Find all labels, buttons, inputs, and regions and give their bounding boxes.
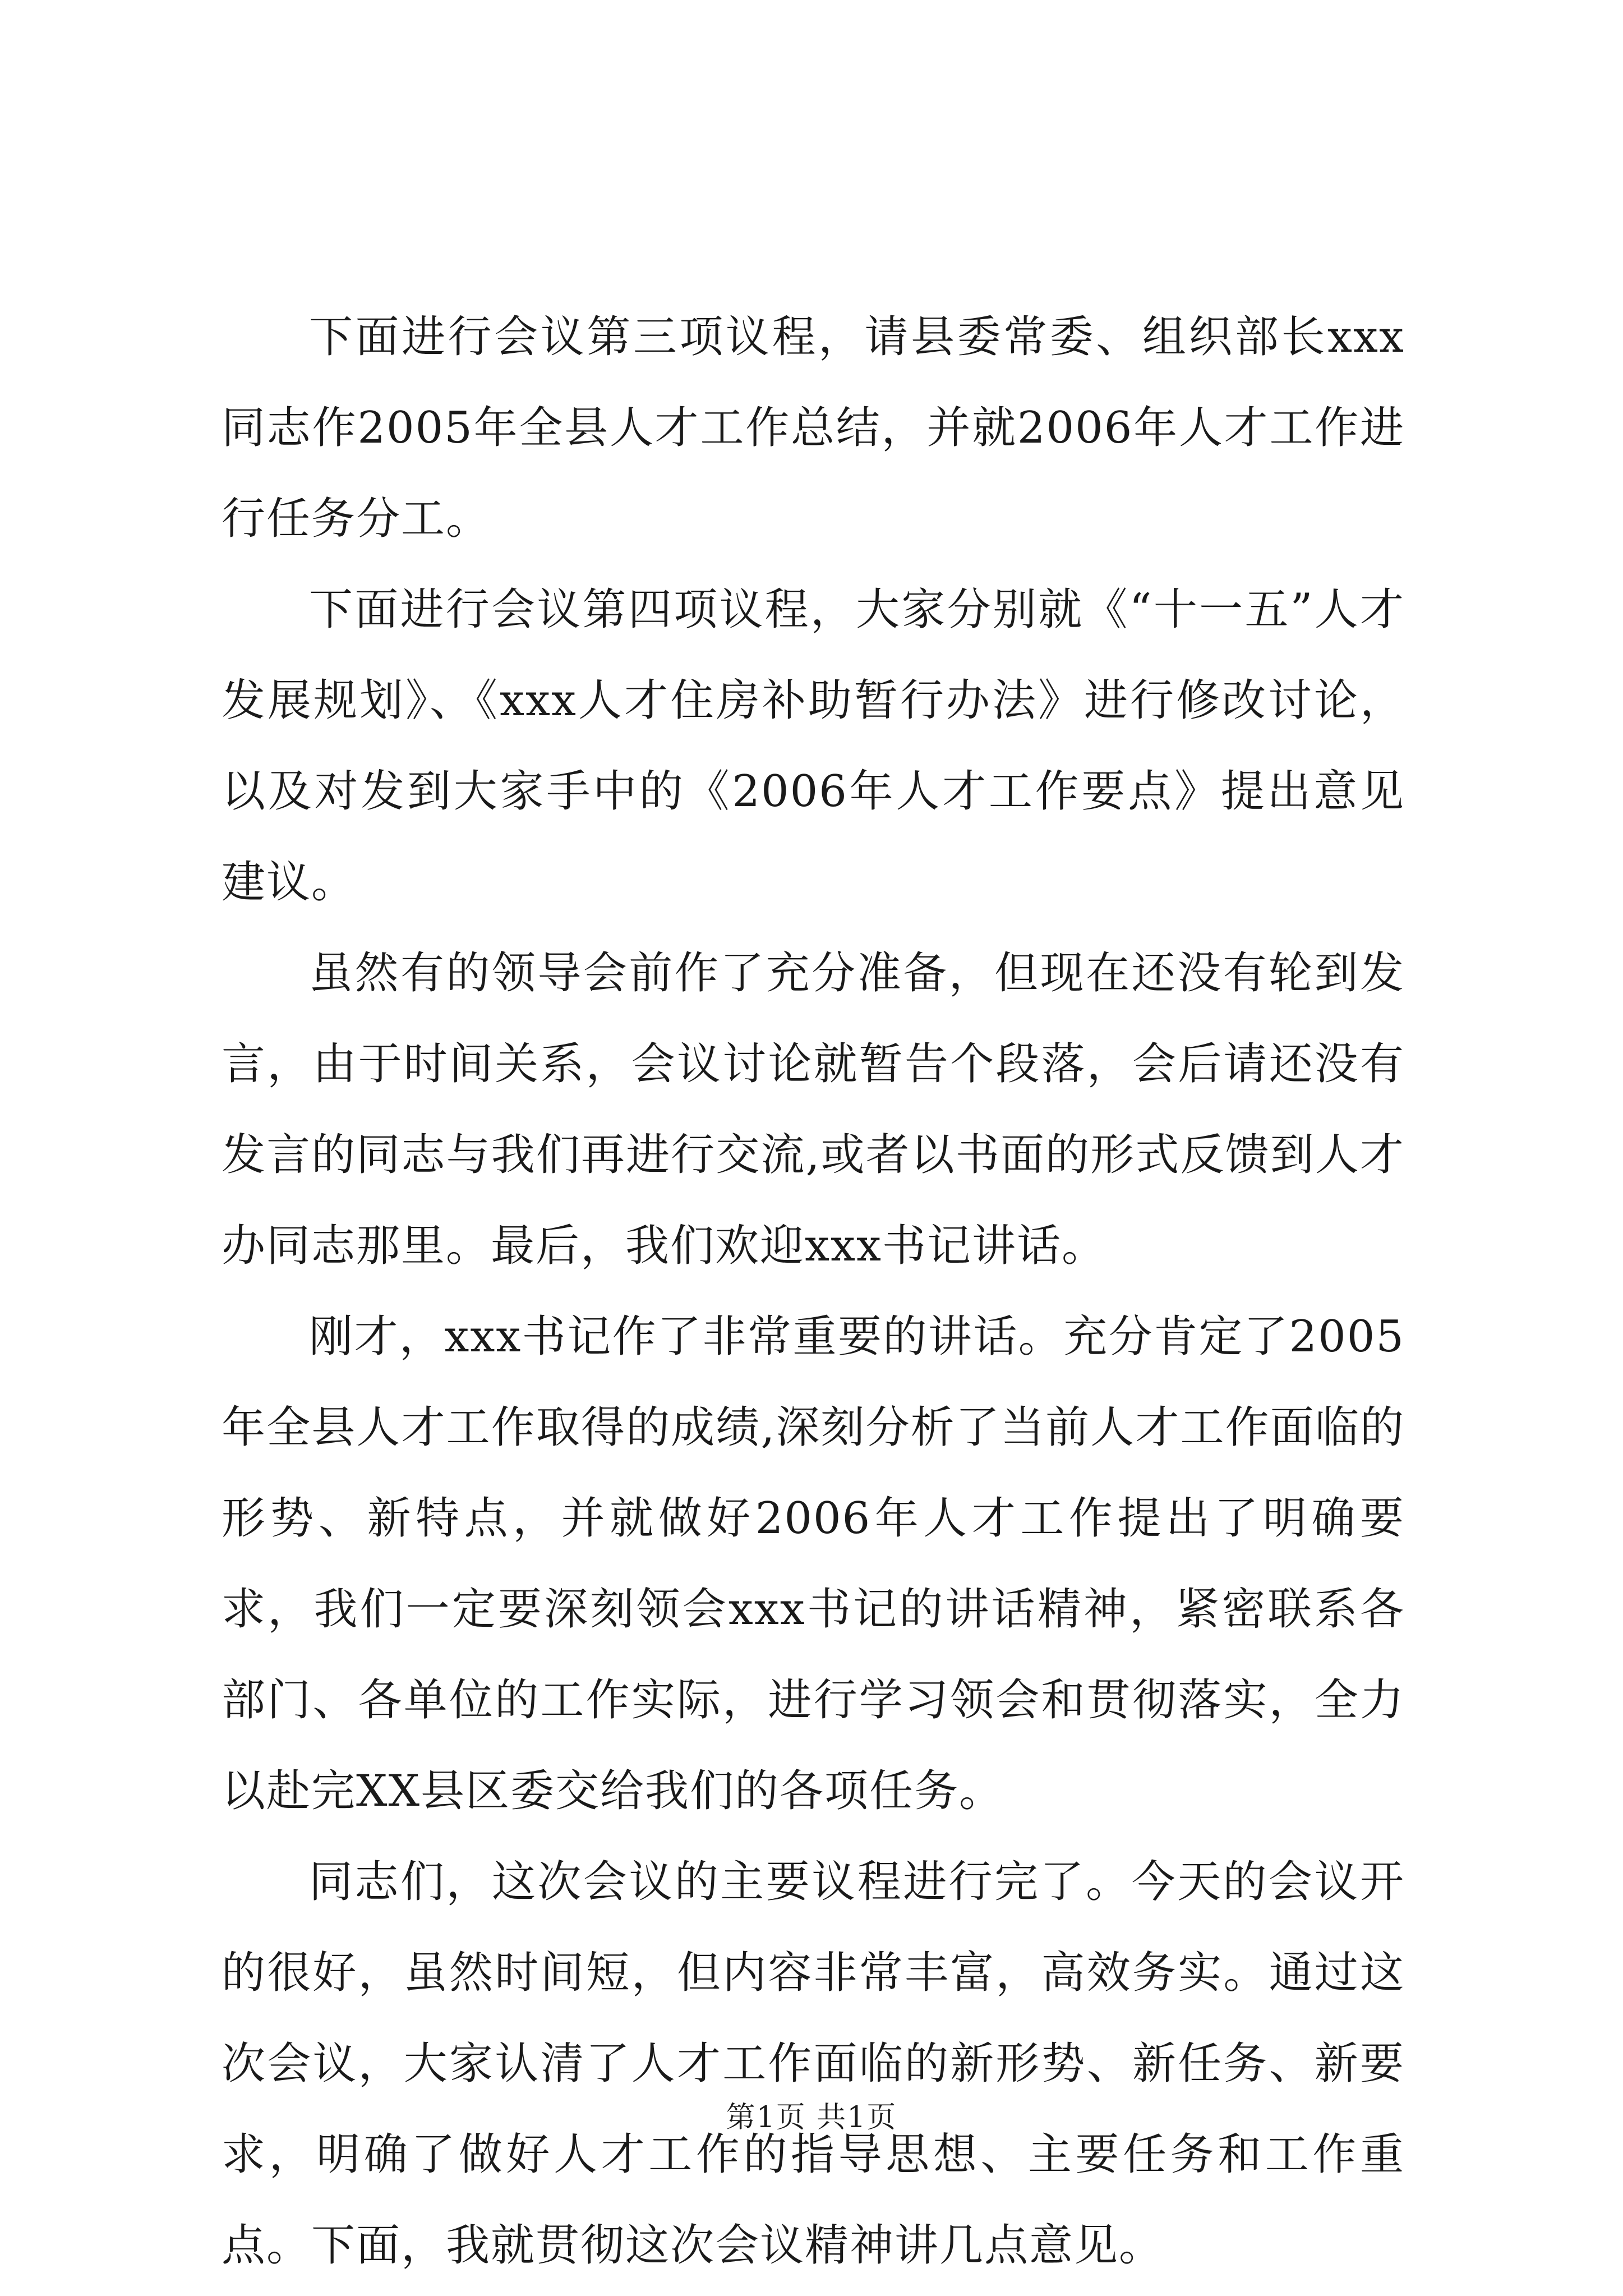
document-body: [222, 292, 1405, 2291]
paragraph-meeting-conclusion: 同志们，这次会议的主要议程进行完了。今天的会议开的很好，虽然时间短，但内容非常丰富，高效务实。通过这次会议，大家认清了人才工作面临的新形势、新任务、新要求，明确了做好人才工作的指导思想、主要任务和工作重点。下面，我就贯彻这次会议精神讲几点意见。: [222, 1857, 1405, 2271]
paragraph-speech-summary: 刚才，xxx书记作了非常重要的讲话。充分肯定了2005年全县人才工作取得的成绩,深刻分析了当前人才工作面临的形势、新特点，并就做好2006年人才工作提出了明确要求，我们一定要深刻领会xxx书记的讲话精神，紧密联系各部门、各单位的工作实际，进行学习领会和贯彻落实，全力以赴完XX县区委交给我们的各项任务。: [222, 1312, 1405, 1816]
paragraph-agenda-item-4: 下面进行会议第四项议程，大家分别就《“十一五”人才发展规划》、《xxx人才住房补助暂行办法》进行修改讨论，以及对发到大家手中的《2006年人才工作要点》提出意见建议。: [222, 585, 1405, 908]
paragraph-agenda-item-3: 下面进行会议第三项议程，请县委常委、组织部长xxx同志作2005年全县人才工作总结，并就2006年人才工作进行任务分工。: [222, 312, 1405, 544]
page-number-footer: 第1页 共1页: [726, 2101, 897, 2134]
paragraph-discussion-close: 虽然有的领导会前作了充分准备，但现在还没有轮到发言，由于时间关系，会议讨论就暂告个段落，会后请还没有发言的同志与我们再进行交流,或者以书面的形式反馈到人才办同志那里。最后，我们欢迎xxx书记讲话。: [222, 948, 1405, 1271]
